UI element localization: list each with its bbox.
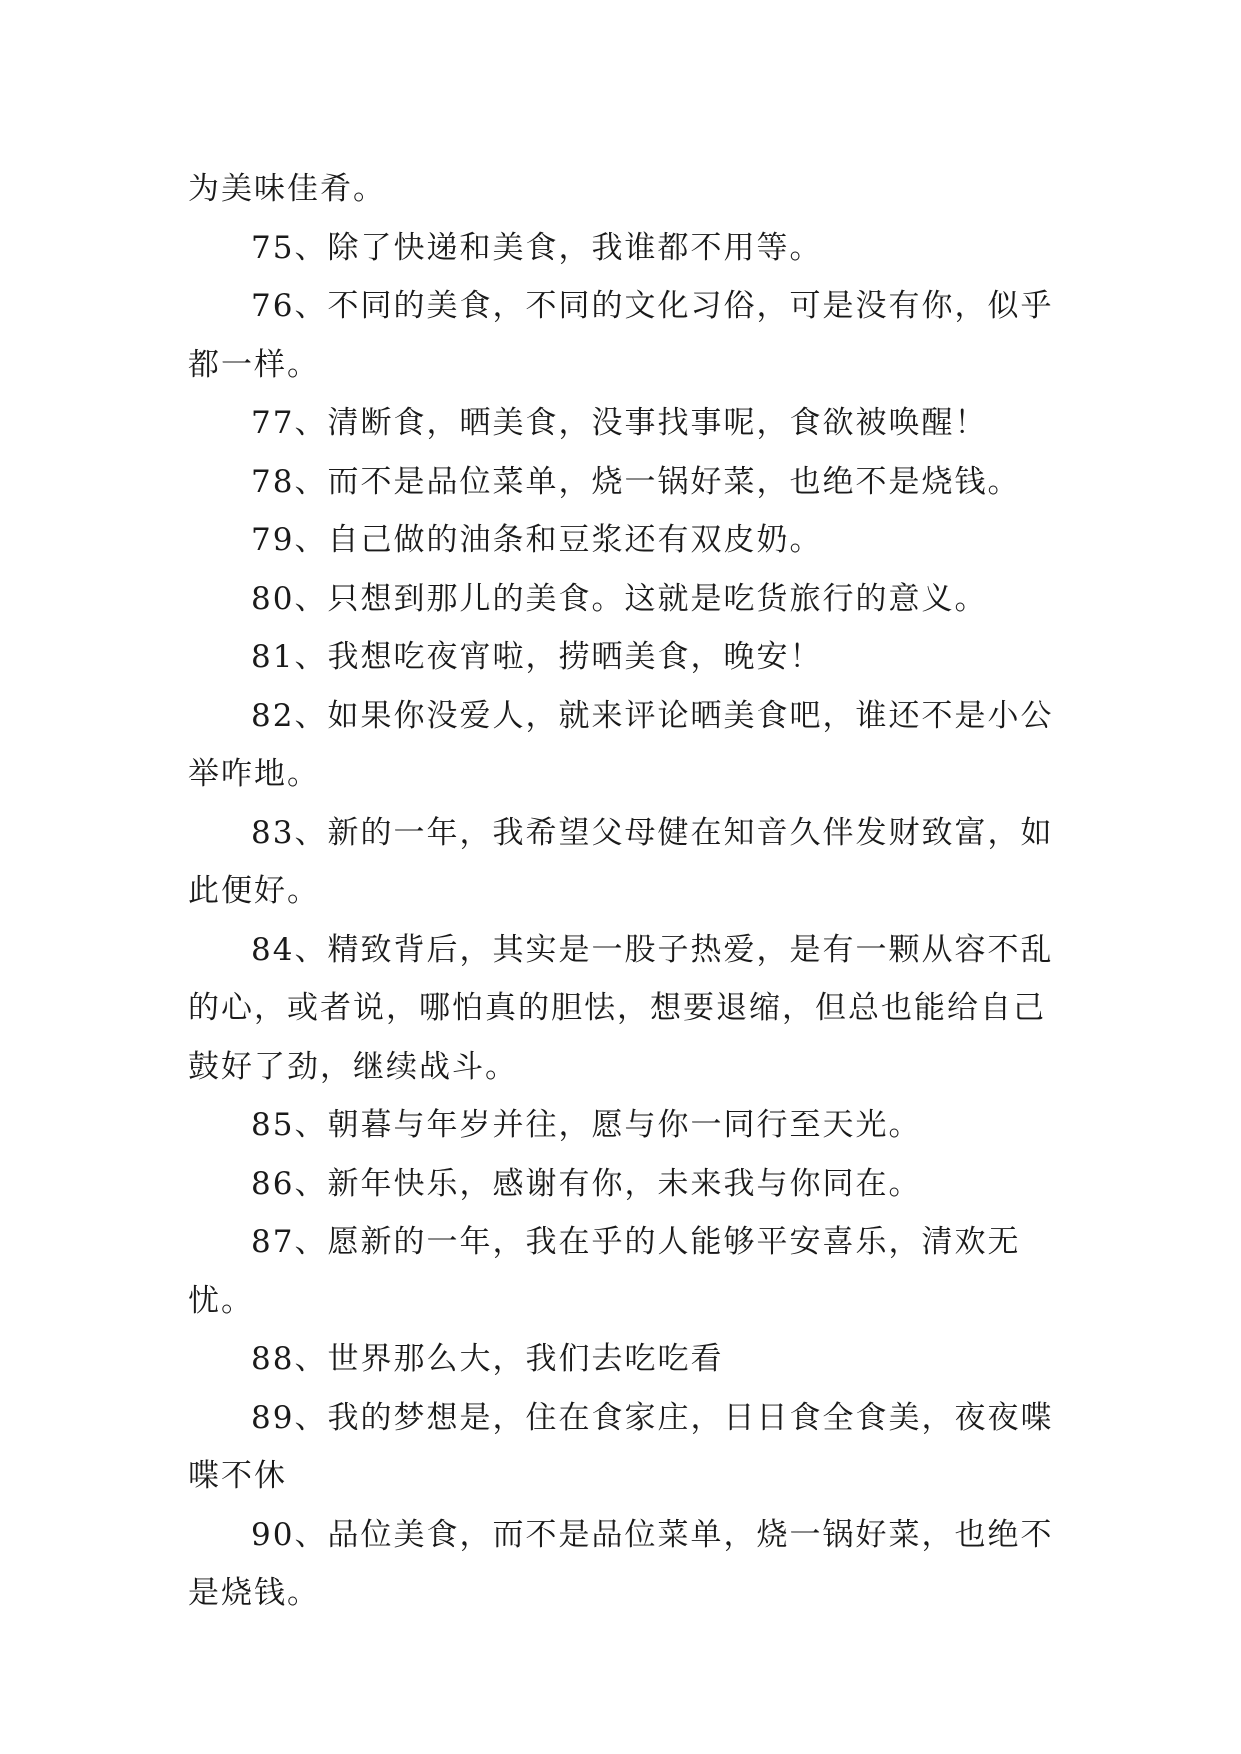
list-item-paragraph: 88、世界那么大，我们去吃吃看 bbox=[251, 1341, 724, 1377]
list-item-paragraph: 86、新年快乐，感谢有你，未来我与你同在。 bbox=[251, 1165, 922, 1202]
list-item-paragraph: 90、品位美食，而不是品位菜单，烧一锅好菜，也绝不是烧钱。 bbox=[188, 1516, 1054, 1611]
list-item-paragraph: 81、我想吃夜宵啦，捞晒美食，晚安！ bbox=[251, 639, 823, 675]
list-item-paragraph: 78、而不是品位菜单，烧一锅好菜，也绝不是烧钱。 bbox=[251, 463, 1021, 500]
list-item-paragraph: 87、愿新的一年，我在乎的人能够平安喜乐，清欢无忧。 bbox=[188, 1224, 1021, 1319]
list-item-paragraph: 84、精致背后，其实是一股子热爱，是有一颗从容不乱的心，或者说，哪怕真的胆怯，想要退缩，但总也能给自己鼓好了劲，继续战斗。 bbox=[188, 931, 1054, 1085]
document-body bbox=[188, 160, 1062, 1623]
list-item-paragraph: 80、只想到那儿的美食。这就是吃货旅行的意义。 bbox=[251, 580, 988, 617]
list-item-paragraph: 89、我的梦想是，住在食家庄，日日食全食美，夜夜喋喋不休 bbox=[188, 1399, 1054, 1494]
list-item-paragraph: 76、不同的美食，不同的文化习俗，可是没有你，似乎都一样。 bbox=[188, 288, 1054, 383]
list-item-paragraph: 82、如果你没爱人，就来评论晒美食吧，谁还不是小公举咋地。 bbox=[188, 697, 1054, 792]
list-item-paragraph: 77、清断食，晒美食，没事找事呢，食欲被唤醒！ bbox=[251, 405, 988, 441]
list-item-paragraph: 83、新的一年，我希望父母健在知音久伴发财致富，如此便好。 bbox=[188, 814, 1054, 909]
list-item-paragraph: 85、朝暮与年岁并往，愿与你一同行至天光。 bbox=[251, 1107, 922, 1143]
list-item-paragraph: 75、除了快递和美食，我谁都不用等。 bbox=[251, 229, 823, 266]
continued-paragraph: 为美味佳肴。 bbox=[188, 171, 386, 207]
list-item-paragraph: 79、自己做的油条和豆浆还有双皮奶。 bbox=[251, 522, 823, 558]
